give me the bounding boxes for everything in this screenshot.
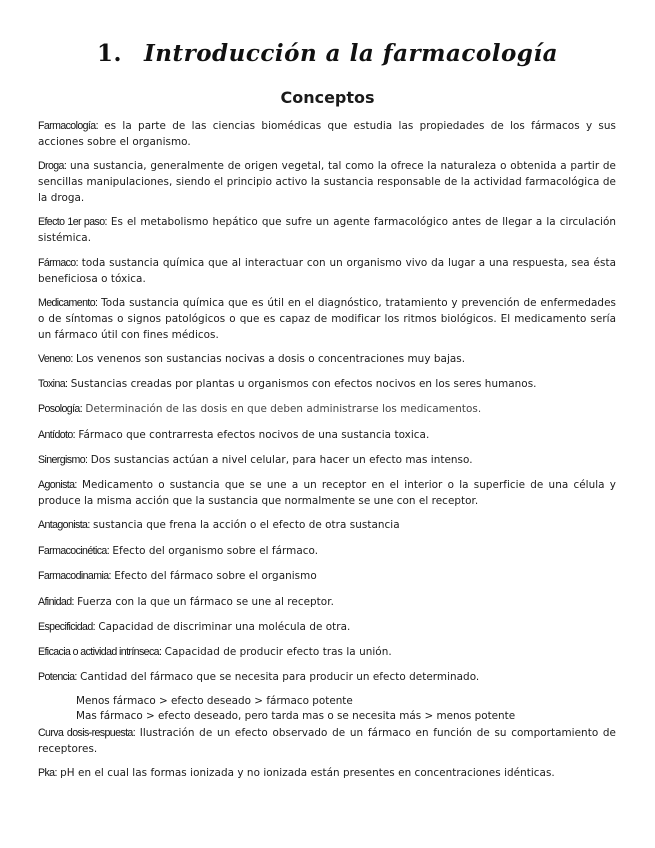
definition-text: Fuerza con la que un fármaco se une al receptor. (73, 596, 334, 608)
title-number: 1. (96, 40, 122, 67)
definition-term: Antídoto: (38, 429, 76, 441)
definition-term: Agonista: (38, 479, 77, 491)
definition-eficacia (38, 644, 616, 660)
definition-text: Es el metabolismo hepático que sufre un agente farmacológico antes de llegar a la circulación sistémica. (38, 216, 616, 244)
definition-term: Eficacia o actividad intrínseca: (38, 646, 162, 658)
definition-farmaco (38, 255, 616, 287)
definition-text: Medicamento o sustancia que se une a un receptor en el interior o la superficie de una célula y produce la misma acción que la sustancia que normalmente se une con el receptor. (38, 479, 616, 507)
definition-term: Droga: (38, 160, 67, 172)
definition-term: Potencia: (38, 671, 77, 683)
definition-sinergismo (38, 452, 616, 468)
definition-text: una sustancia, generalmente de origen vegetal, tal como la ofrece la naturaleza o obtenida a partir de sencillas manipulaciones, siendo el principio activo la sustancia responsable de la actividad farmacológica de la droga. (38, 160, 616, 204)
section-heading: Conceptos (280, 88, 375, 107)
definition-pka (38, 765, 616, 781)
definition-farmacodinamia (38, 568, 616, 584)
definition-potencia (38, 669, 616, 685)
definition-term: Especificidad: (38, 621, 95, 633)
definition-term: Toxina: (38, 378, 68, 390)
definition-text: Toda sustancia química que es útil en el diagnóstico, tratamiento y prevención de enfermedades o de síntomas o signos patológicos o que es capaz de modificar los ritmos biológicos. El medicamento sería un fármaco útil con fines médicos. (38, 297, 616, 341)
definition-text: Efecto del fármaco sobre el organismo (110, 570, 317, 582)
definition-curva-dosis-respuesta (38, 725, 616, 757)
definition-term: Afinidad: (38, 596, 74, 608)
definition-text: pH en el cual las formas ionizada y no ionizada están presentes en concentraciones idénticas. (56, 767, 555, 779)
definition-text: sustancia que frena la acción o el efecto de otra sustancia (89, 519, 400, 531)
definition-farmacologia (38, 118, 616, 150)
definition-text: Fármaco que contrarresta efectos nocivos de una sustancia toxica. (75, 429, 430, 441)
definition-term: Farmacodinamia: (38, 570, 111, 582)
definition-text: Capacidad de discriminar una molécula de otra. (94, 621, 351, 633)
definition-posologia (38, 401, 616, 417)
title-text: Introducción a la farmacología (143, 40, 559, 67)
definition-especificidad (38, 619, 616, 635)
definition-term: Veneno: (38, 353, 73, 365)
definition-text: Cantidad del fármaco que se necesita para producir un efecto determinado. (76, 671, 480, 683)
definition-text: Ilustración de un efecto observado de un fármaco en función de su comportamiento de receptores. (38, 727, 616, 755)
definition-text: Capacidad de producir efecto tras la unión. (161, 646, 392, 658)
potency-note-2: Mas fármaco > efecto deseado, pero tarda mas o se necesita más > menos potente (76, 710, 516, 722)
definition-medicamento (38, 295, 616, 343)
definition-droga (38, 158, 616, 206)
document-title (0, 40, 655, 67)
definition-text: Efecto del organismo sobre el fármaco. (109, 545, 319, 557)
definition-text: Determinación de las dosis en que deben administrarse los medicamentos. (82, 403, 482, 415)
definition-efecto-primer-paso (38, 214, 616, 246)
definition-term: Farmacología: (38, 120, 98, 132)
definition-agonista (38, 477, 616, 509)
definition-term: Medicamento: (38, 297, 98, 309)
definition-text: es la parte de las ciencias biomédicas que estudia las propiedades de los fármacos y sus acciones sobre el organismo. (38, 120, 616, 148)
definition-text: toda sustancia química que al interactuar con un organismo vivo da lugar a una respuesta, sea ésta beneficiosa o tóxica. (38, 257, 616, 285)
definition-text: Sustancias creadas por plantas u organismos con efectos nocivos en los seres humanos. (67, 378, 537, 390)
definition-antidoto (38, 427, 616, 443)
potency-note-1: Menos fármaco > efecto deseado > fármaco potente (76, 695, 353, 707)
definition-afinidad (38, 594, 616, 610)
definition-text: Dos sustancias actúan a nivel celular, para hacer un efecto mas intenso. (87, 454, 473, 466)
definition-term: Pka: (38, 767, 57, 779)
definition-term: Fármaco: (38, 257, 78, 269)
definition-veneno (38, 351, 616, 367)
definition-term: Efecto 1er paso: (38, 216, 107, 228)
definition-term: Posología: (38, 403, 83, 415)
definition-toxina (38, 376, 616, 392)
definition-farmacocinetica (38, 543, 616, 559)
definition-text: Los venenos son sustancias nocivas a dosis o concentraciones muy bajas. (72, 353, 466, 365)
definition-term: Curva dosis-respuesta: (38, 727, 136, 739)
definition-term: Farmacocinética: (38, 545, 110, 557)
definition-term: Sinergismo: (38, 454, 88, 466)
definition-antagonista (38, 517, 616, 533)
definition-term: Antagonista: (38, 519, 90, 531)
